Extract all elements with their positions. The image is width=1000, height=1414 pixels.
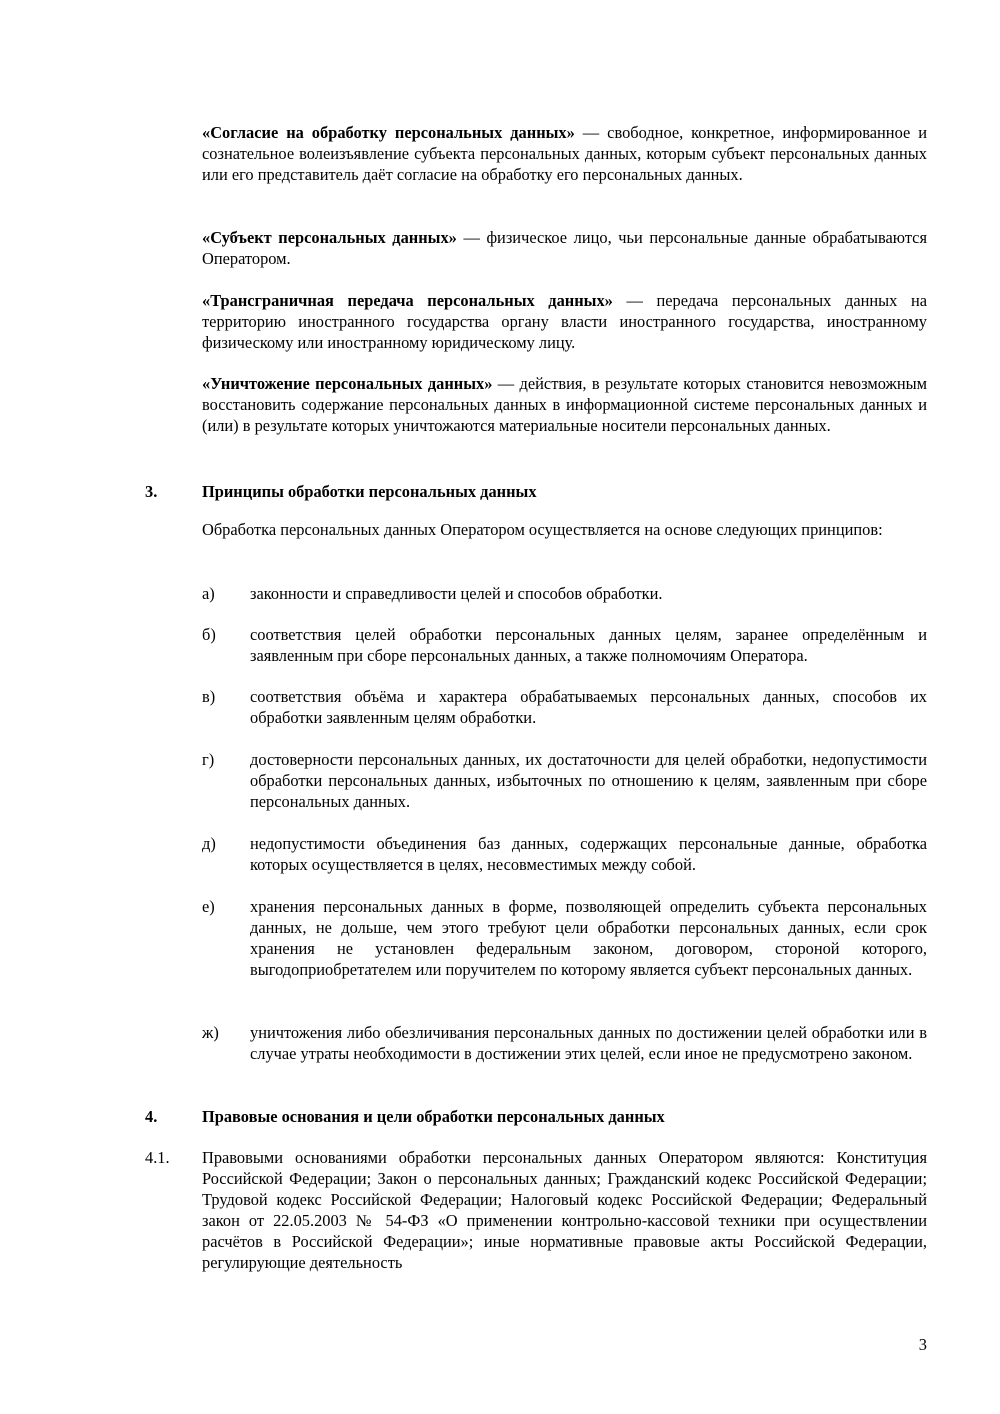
list-marker: е) xyxy=(202,897,215,916)
list-item-text: достоверности персональных данных, их достаточности для целей обработки, недопустимости обработки персональных данных, избыточных по отношению к целям, заявленным при сборе персональных данных. xyxy=(250,750,927,811)
section-title: Правовые основания и цели обработки персональных данных xyxy=(202,1107,665,1126)
list-item-text: хранения персональных данных в форме, позволяющей определить субъекта персональных данных, не дольше, чем этого требуют цели обработки персональных данных, если срок хранения не установлен федеральным законом, договором, стороной которого, выгодоприобретателем или поручителем по которому является субъект персональных данных. xyxy=(250,897,927,979)
definition-text: — физическое лицо, чьи персональные данные обрабатываются Оператором. xyxy=(202,228,927,268)
definition-term: «Трансграничная передача персональных данных» xyxy=(202,291,613,310)
definition-text: — действия, в результате которых становится невозможным восстановить содержание персональных данных в информационной системе персональных данных и (или) в результате которых уничтожаются материальные носители персональных данных. xyxy=(202,374,927,435)
list-item-text: законности и справедливости целей и способов обработки. xyxy=(250,584,663,603)
list-item xyxy=(202,1022,927,1064)
definition-term: «Уничтожение персональных данных» xyxy=(202,374,493,393)
definition-text: — свободное, конкретное, информированное и сознательное волеизъявление субъекта персональных данных, которым субъект персональных данных или его представитель даёт согласие на обработку его персональных данных. xyxy=(202,123,927,184)
list-item xyxy=(202,583,927,604)
list-item-text: уничтожения либо обезличивания персональных данных по достижении целей обработки или в случае утраты необходимости в достижении этих целей, если иное не предусмотрено законом. xyxy=(250,1023,927,1063)
list-marker: а) xyxy=(202,584,215,603)
page-number: 3 xyxy=(918,1335,927,1354)
list-item-text: недопустимости объединения баз данных, содержащих персональные данные, обработка которых осуществляется в целях, несовместимых между собой. xyxy=(250,834,927,874)
definition-consent xyxy=(202,122,927,185)
list-item-text: соответствия объёма и характера обрабатываемых персональных данных, способов их обработки заявленным целям обработки. xyxy=(250,687,927,727)
list-item xyxy=(202,686,927,728)
clause-4-1 xyxy=(145,1147,927,1273)
clause-text: Правовыми основаниями обработки персональных данных Оператором являются: Конституция Российской Федерации; Закон о персональных данных; Гражданский кодекс Российской Федерации; Трудовой кодекс Российской Федерации; Налоговый кодекс Российской Федерации; Федеральный закон от 22.05.2003 № 54-ФЗ «О применении контрольно-кассовой техники при осуществлении расчётов в Российской Федерации»; иные нормативные правовые акты Российской Федерации, регулирующие деятельность xyxy=(202,1148,927,1272)
list-marker: в) xyxy=(202,687,216,706)
list-marker: г) xyxy=(202,750,215,769)
list-marker: д) xyxy=(202,834,216,853)
definition-text: — передача персональных данных на территорию иностранного государства органу власти иностранного государства, иностранному физическому или иностранному юридическому лицу. xyxy=(202,291,927,352)
list-item-text: соответствия целей обработки персональных данных целям, заранее определённым и заявленным при сборе персональных данных, а также полномочиям Оператора. xyxy=(250,625,927,665)
list-item xyxy=(202,624,927,666)
list-item xyxy=(202,833,927,875)
section-number: 3. xyxy=(145,482,158,501)
section-title: Принципы обработки персональных данных xyxy=(202,482,537,501)
section-number: 4. xyxy=(145,1107,158,1126)
definition-term: «Согласие на обработку персональных данных» xyxy=(202,123,575,142)
list-marker: ж) xyxy=(202,1023,219,1042)
list-marker: б) xyxy=(202,625,216,644)
list-item xyxy=(202,749,927,812)
list-item xyxy=(202,896,927,980)
definition-destruction xyxy=(202,373,927,436)
definition-subject xyxy=(202,227,927,269)
clause-number: 4.1. xyxy=(145,1148,170,1167)
section-3-intro: Обработка персональных данных Оператором осуществляется на основе следующих принципов: xyxy=(202,520,883,539)
definition-term: «Субъект персональных данных» xyxy=(202,228,457,247)
definition-cross-border-transfer xyxy=(202,290,927,353)
